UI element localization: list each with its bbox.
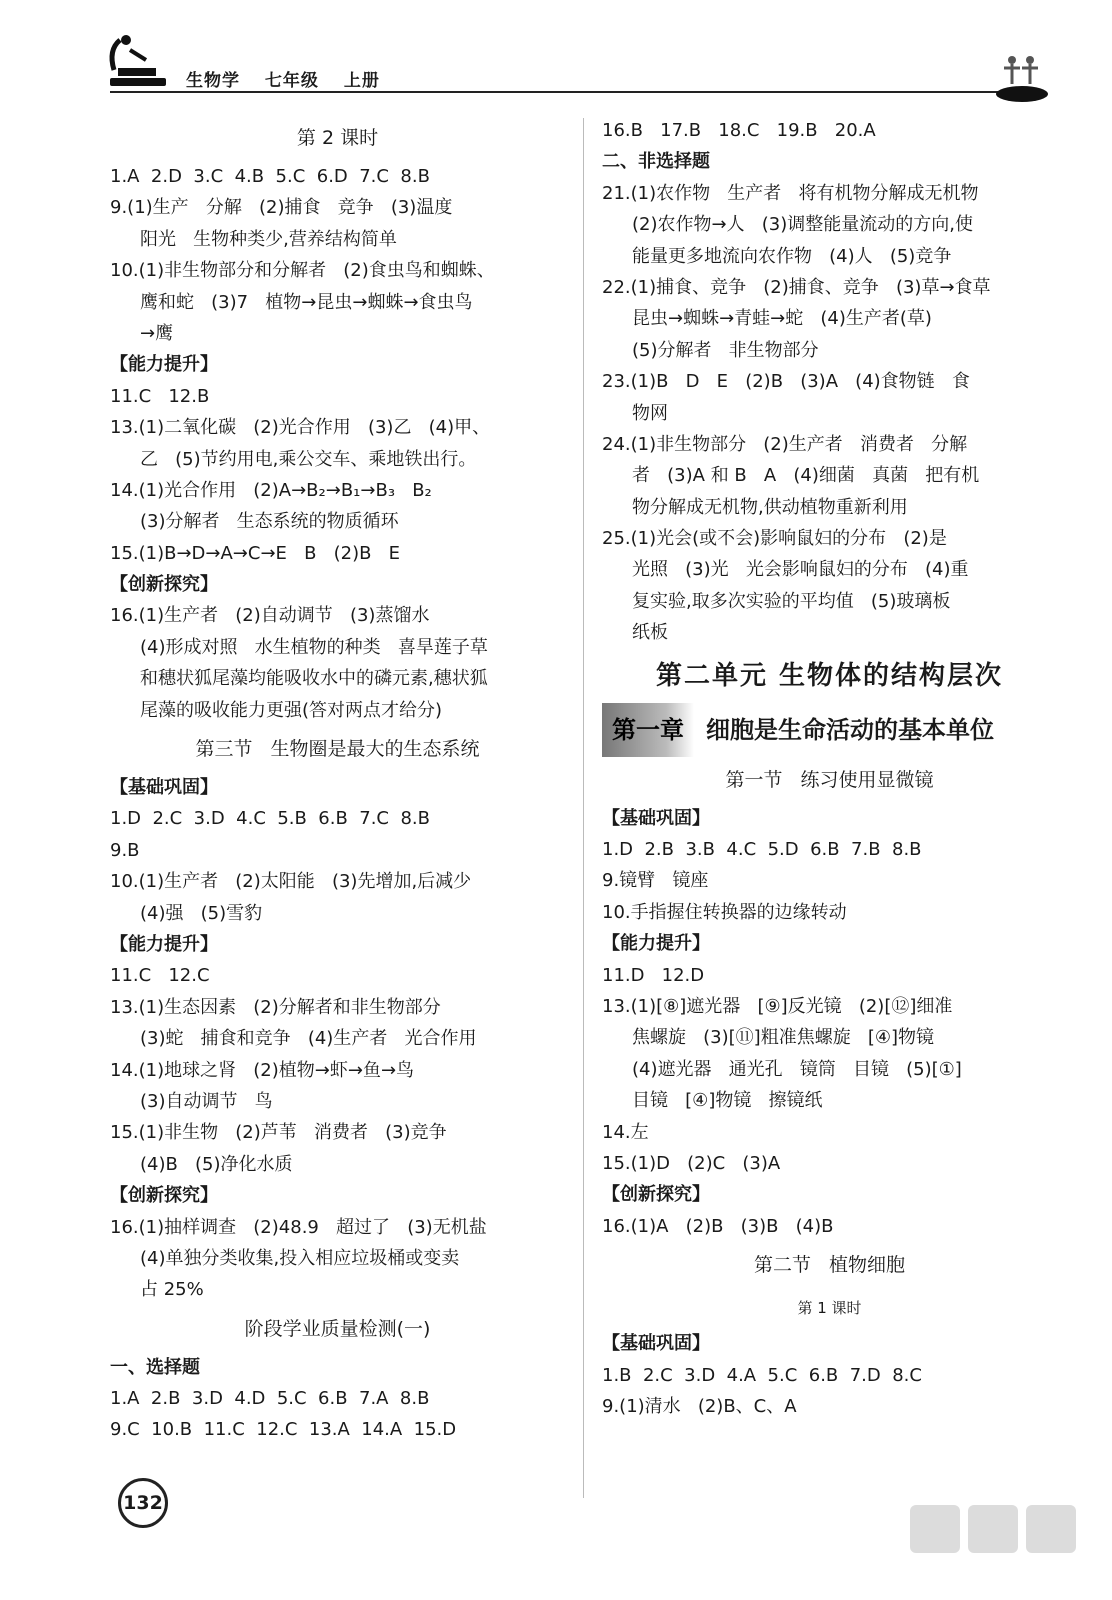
left-column [110,115,565,1446]
answer-line: 目镜 [④]物镜 擦镜纸 [632,1090,823,1112]
section-heading: 第二节 植物细胞 [753,1254,906,1277]
answer-line: 1.A 2.B 3.D 4.D 5.C 6.B 7.A 8.B [110,1388,430,1410]
answer-line: 9.(1)生产 分解 (2)捕食 竞争 (3)温度 [110,197,453,219]
answer-line: 阳光 生物种类少,营养结构简单 [140,228,397,250]
answer-line: 16.(1)抽样调查 (2)48.9 超过了 (3)无机盐 [110,1216,487,1238]
answer-line: (4)B (5)净化水质 [140,1153,293,1175]
answer-line: 1.D 2.B 3.B 4.C 5.D 6.B 7.B 8.B [602,839,922,861]
answer-line: 者 (3)A 和 B A (4)细菌 真菌 把有机 [632,465,980,487]
chapter-tag: 第一章 [602,703,694,757]
subsection-heading: 【基础巩固】 [602,1333,710,1355]
answer-line: 13.(1)[⑧]遮光器 [⑨]反光镜 (2)[⑫]细准 [602,995,953,1017]
answer-line: 乙 (5)节约用电,乘公交车、乘地铁出行。 [140,448,477,470]
answer-line: 鹰和蛇 (3)7 植物→昆虫→蜘蛛→食虫鸟 [140,291,473,313]
subsection-heading: 二、非选择题 [602,151,710,173]
header-rule [110,91,1010,93]
header-grade: 七年级 [264,71,319,91]
chapter-name: 细胞是生命活动的基本单位 [706,715,994,744]
answer-line: 1.A 2.D 3.C 4.B 5.C 6.D 7.C 8.B [110,166,430,187]
section-heading: 第一节 练习使用显微镜 [725,768,934,791]
answer-line: 尾藻的吸收能力更强(答对两点才给分) [140,699,443,721]
answer-line: (2)农作物→人 (3)调整能量流动的方向,使 [632,214,973,236]
answer-line: 1.B 2.C 3.D 4.A 5.C 6.B 7.D 8.C [602,1364,922,1386]
answer-line: 9.C 10.B 11.C 12.C 13.A 14.A 15.D [110,1419,457,1441]
answer-line: 24.(1)非生物部分 (2)生产者 消费者 分解 [602,433,968,455]
answer-line: 9.镜臂 镜座 [602,870,709,892]
answer-line: 能量更多地流向农作物 (4)人 (5)竞争 [632,245,952,267]
answer-line: (4)形成对照 水生植物的种类 喜旱莲子草 [140,636,488,658]
answer-line: (3)自动调节 鸟 [140,1090,273,1112]
answer-line: 光照 (3)光 光会影响鼠妇的分布 (4)重 [632,559,969,581]
column-divider [583,118,584,1498]
answer-line: 昆虫→蜘蛛→青蛙→蛇 (4)生产者(草) [632,308,932,330]
answer-line: 复实验,取多次实验的平均值 (5)玻璃板 [632,590,951,612]
answer-line: 10.(1)非生物部分和分解者 (2)食虫鸟和蜘蛛、 [110,260,495,282]
header-subject: 生物学 [186,71,240,91]
microscope-logo-icon [100,30,170,92]
answer-line: 物网 [632,402,668,424]
answer-line: 14.(1)地球之肾 (2)植物→虾→鱼→鸟 [110,1059,415,1081]
answer-line: 21.(1)农作物 生产者 将有机物分解成无机物 [602,182,979,204]
page-header [0,0,1112,110]
subsection-heading: 【创新探究】 [602,1184,710,1206]
answer-line: 25.(1)光会(或不会)影响鼠妇的分布 (2)是 [602,528,947,550]
answer-line: 11.D 12.D [602,964,705,986]
answer-line: 10.手指握住转换器的边缘转动 [602,901,847,923]
answer-line: 16.B 17.B 18.C 19.B 20.A [602,120,876,141]
answer-line: 和穗状狐尾藻均能吸收水中的磷元素,穗状狐 [140,668,488,690]
answer-line: (4)单独分类收集,投入相应垃圾桶或变卖 [140,1247,460,1269]
answer-line: 物分解成无机物,供动植物重新利用 [632,496,908,518]
answer-line: 16.(1)生产者 (2)自动调节 (3)蒸馏水 [110,605,430,627]
header-volume: 上册 [343,71,380,91]
answer-line: 13.(1)二氧化碳 (2)光合作用 (3)乙 (4)甲、 [110,417,491,439]
subsection-heading: 【能力提升】 [602,933,710,955]
subsection-heading: 【创新探究】 [110,574,218,596]
answer-line: 9.(1)清水 (2)B、C、A [602,1395,797,1417]
answer-line: 纸板 [632,622,668,644]
answer-line: 1.D 2.C 3.D 4.C 5.B 6.B 7.C 8.B [110,808,430,830]
section-heading: 第三节 生物圈是最大的生态系统 [195,738,480,761]
answer-line: 23.(1)B D E (2)B (3)A (4)食物链 食 [602,371,970,393]
answer-line: 14.(1)光合作用 (2)A→B₂→B₁→B₃ B₂ [110,479,432,501]
header-title [186,66,398,91]
answer-line: (5)分解者 非生物部分 [632,339,819,361]
answer-line: (3)分解者 生态系统的物质循环 [140,511,399,533]
watermark-icon [900,1500,1090,1595]
answer-line: (4)遮光器 通光孔 镜筒 目镜 (5)[①] [632,1058,962,1080]
section-heading: 阶段学业质量检测(一) [244,1317,431,1340]
answer-line: 10.(1)生产者 (2)太阳能 (3)先增加,后减少 [110,871,472,893]
answer-line: 15.(1)非生物 (2)芦苇 消费者 (3)竞争 [110,1122,447,1144]
answer-line: 11.C 12.B [110,385,210,407]
subsection-heading: 【基础巩固】 [110,777,218,799]
section-heading: 第 2 课时 [296,127,379,149]
answer-line: 22.(1)捕食、竞争 (2)捕食、竞争 (3)草→食草 [602,276,991,298]
subsection-heading: 【基础巩固】 [602,807,710,829]
answer-line: 焦螺旋 (3)[⑪]粗准焦螺旋 [④]物镜 [632,1027,935,1049]
lesson-label: 第 1 课时 [797,1299,862,1318]
page-number: 132 [118,1478,168,1528]
answer-line: 16.(1)A (2)B (3)B (4)B [602,1215,834,1237]
answer-line: →鹰 [140,322,174,344]
answer-line: 11.C 12.C [110,965,210,987]
answer-line: 15.(1)D (2)C (3)A [602,1152,781,1174]
answer-line: 14.左 [602,1121,649,1143]
answer-line: 15.(1)B→D→A→C→E B (2)B E [110,542,400,564]
answer-line: (3)蛇 捕食和竞争 (4)生产者 光合作用 [140,1028,477,1050]
subsection-heading: 一、选择题 [110,1356,200,1378]
subsection-heading: 【创新探究】 [110,1185,218,1207]
unit-title: 第二单元 生物体的结构层次 [655,660,1004,691]
figures-decoration-icon [994,50,1050,102]
answer-line: 13.(1)生态因素 (2)分解者和非生物部分 [110,996,441,1018]
subsection-heading: 【能力提升】 [110,933,218,955]
answer-line: (4)强 (5)雪豹 [140,902,263,924]
answer-line: 占 25% [140,1279,204,1301]
answer-line: 9.B [110,839,140,861]
right-column [602,115,1057,1422]
subsection-heading: 【能力提升】 [110,354,218,376]
chapter-title [602,703,1057,757]
